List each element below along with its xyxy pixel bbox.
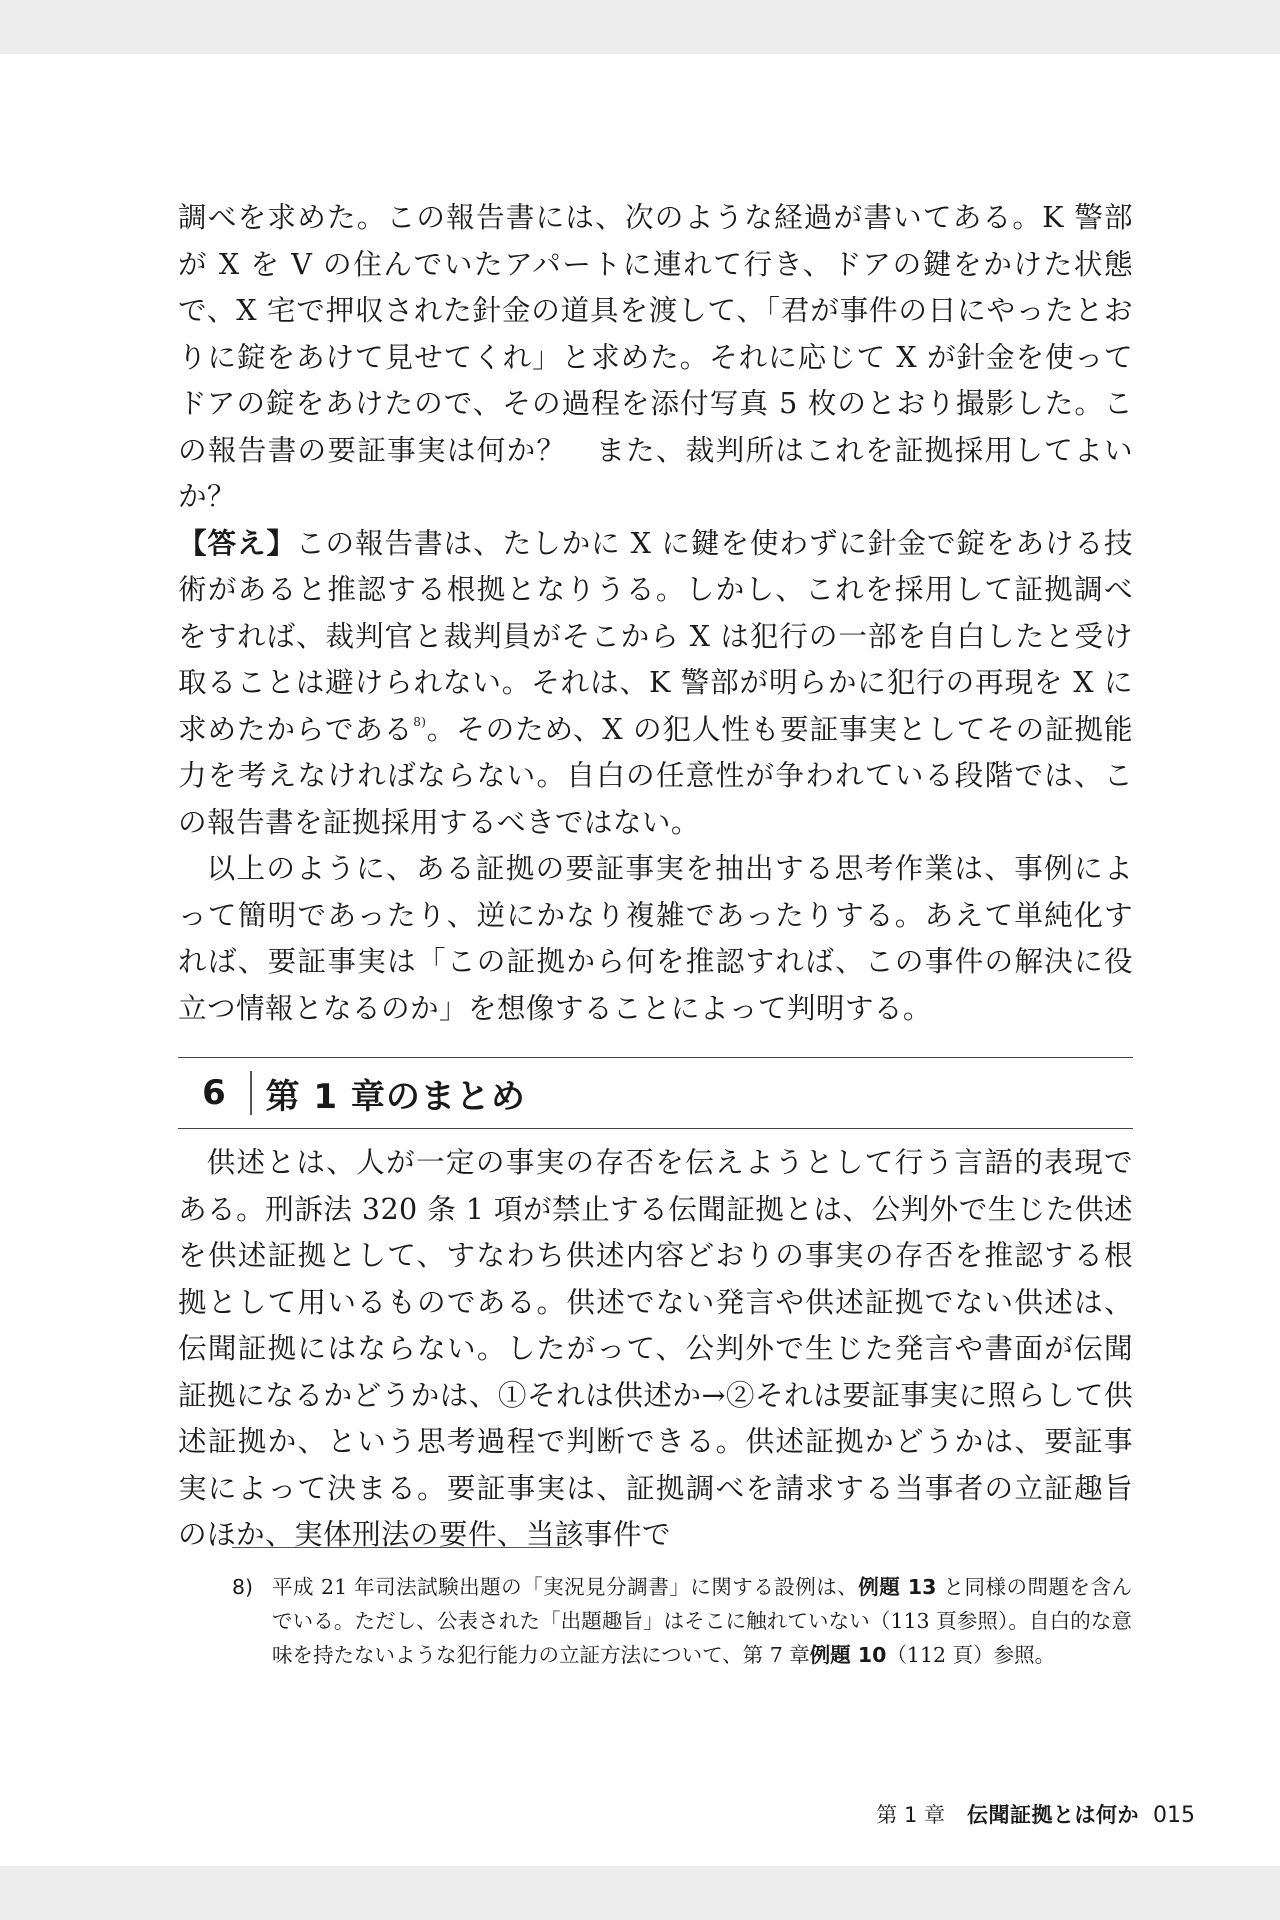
book-page xyxy=(0,54,1280,1866)
answer-label: 【答え】 xyxy=(178,525,297,560)
footnote-text-part2: と同様の問題を含んでいる。ただし、公表された「出題趣旨」はそこに触れていない（113 頁参照）。自白的な意味を持たないような犯行能力の立証方法について、第 7 章 xyxy=(272,1575,1132,1667)
paragraph-example-continuation: 調べを求めた。この報告書には、次のような経過が書いてある。K 警部が X を V の住んでいたアパートに連れて行き、ドアの鍵をかけた状態で、X 宅で押収された針金の道具を渡して、「君が事件の日にやったとおりに錠をあけて見せてくれ」と求めた。それに応じて X が針金を使ってドアの錠をあけたので、その過程を添付写真 5 枚のとおり撮影した。この報告書の要証事実は何か？ また、裁判所はこれを証拠採用してよいか？ xyxy=(178,200,1133,513)
answer-text-part1: この報告書は、たしかに X に鍵を使わずに針金で錠をあける技術があると推認する根拠となりうる。しかし、これを採用して証拠調べをすれば、裁判官と裁判員がそこから X は犯行の一部を自白したと受け取ることは避けられない。それは、K 警部が明らかに犯行の再現を X に求めたからである xyxy=(178,525,1133,746)
section-title: 第 1 章のまとめ xyxy=(265,1076,526,1117)
footnote-bold-ref-2: 例題 10 xyxy=(809,1643,887,1667)
paragraph-section-body: 供述とは、人が一定の事実の存否を伝えようとして行う言語的表現である。刑訴法 320 条 1 項が禁止する伝聞証拠とは、公判外で生じた供述を供述証拠として、すなわち供述内容どおりの事実の存否を推認する根拠として用いるものである。供述でない発言や供述証拠でない供述は、伝聞証拠にはならない。したがって、公判外で生じた発言や書面が伝聞証拠になるかどうかは、①それは供述か→②それは要証事実に照らして供述証拠か、という思考過程で判断できる。供述証拠かどうかは、要証事実によって決まる。要証事実は、証拠調べを請求する当事者の立証趣旨のほか、実体刑法の要件、当該事件で xyxy=(178,1145,1133,1551)
paragraph-summary-intro: 以上のように、ある証拠の要証事実を抽出する思考作業は、事例によって簡明であったり、逆にかなり複雑であったりする。あえて単純化すれば、要証事実は「この証拠から何を推認すれば、この事件の解決に役立つ情報となるのか」を想像することによって判明する。 xyxy=(178,851,1133,1025)
footnote-bold-ref-1: 例題 13 xyxy=(858,1575,937,1599)
viewer-top-margin xyxy=(0,0,1280,54)
footnote xyxy=(232,1570,1132,1672)
paragraph-answer xyxy=(178,520,1133,846)
page-body xyxy=(178,194,1133,1558)
section-heading xyxy=(178,1057,1133,1129)
footer-chapter-title: 伝聞証拠とは何か xyxy=(967,1803,1139,1827)
running-footer xyxy=(840,1799,1195,1829)
viewer-bottom-margin xyxy=(0,1866,1280,1920)
page-number: 015 xyxy=(1153,1803,1195,1828)
footnote-text-part1: 平成 21 年司法試験出題の「実況見分調書」に関する設例は、 xyxy=(272,1575,859,1599)
footnote-text-part3: （112 頁）参照。 xyxy=(886,1643,1056,1667)
footer-chapter: 第 1 章 xyxy=(876,1803,945,1827)
footnote-mark: 8) xyxy=(232,1575,254,1599)
section-divider xyxy=(250,1071,252,1115)
footnote-divider xyxy=(232,1547,572,1548)
section-number: 6 xyxy=(202,1073,226,1113)
answer-text-part2: 。そのため、X の犯人性も要証事実としてその証拠能力を考えなければならない。自白の任意性が争われている段階では、この報告書を証拠採用するべきではない。 xyxy=(178,711,1133,839)
footnote-text xyxy=(272,1570,1132,1672)
footnote-reference[interactable]: 8) xyxy=(413,714,427,729)
